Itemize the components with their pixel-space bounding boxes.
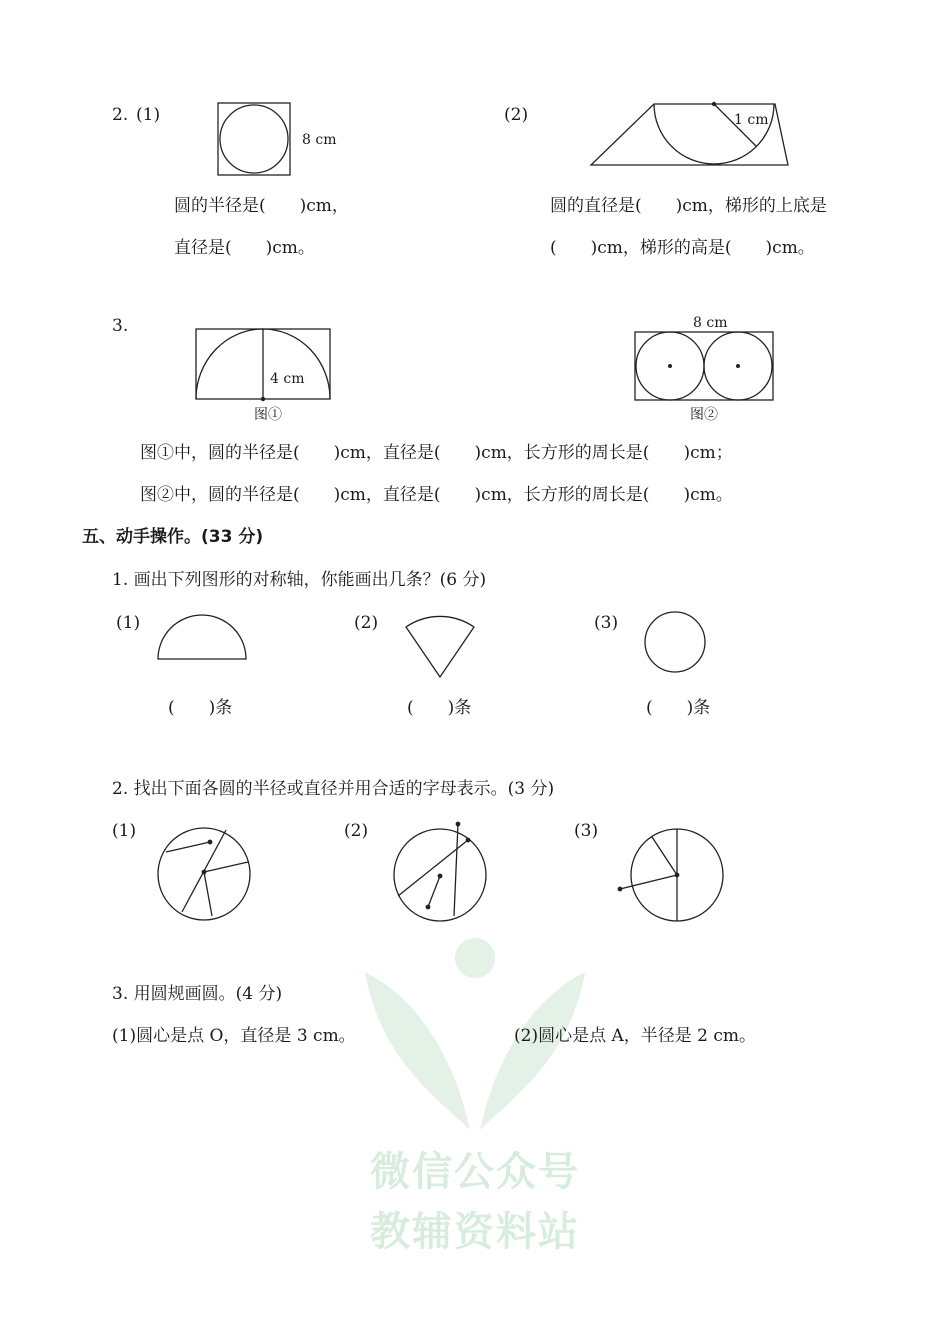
s5-q3-part2: (2)圆心是点 A，半径是 2 cm。 xyxy=(514,1026,757,1046)
q3-line2: 图②中，圆的半径是( )cm，直径是( )cm，长方形的周长是( )cm。 xyxy=(140,485,733,505)
q2-part2-line2: ( )cm，梯形的高是( )cm。 xyxy=(550,238,815,258)
q3-figure2-caption: 图② xyxy=(690,407,718,423)
section5-heading: 五、动手操作。(33 分) xyxy=(82,527,264,547)
circle-shape xyxy=(642,609,708,675)
q2-part2-label: (2) xyxy=(504,105,529,125)
s5-q2-text: 2. 找出下面各圆的半径或直径并用合适的字母表示。(3 分) xyxy=(112,779,555,799)
watermark-line-1: 微信公众号 xyxy=(370,1149,580,1195)
circle-with-segments-1 xyxy=(154,824,254,924)
q2-trapezoid-semicircle-figure xyxy=(588,100,798,170)
s5-q3-part1: (1)圆心是点 O，直径是 3 cm。 xyxy=(112,1026,356,1046)
q2-radius-dimension: 1 cm xyxy=(734,112,769,128)
q3-figure2-two-circles-rectangle xyxy=(633,330,777,402)
watermark-line-2: 教辅资料站 xyxy=(370,1209,580,1255)
q2-number: 2. xyxy=(112,105,129,125)
q2-part2-line1: 圆的直径是( )cm，梯形的上底是 xyxy=(550,196,827,216)
sector-shape xyxy=(402,612,482,682)
s5-q2-label-1: (1) xyxy=(112,821,137,841)
s5-q1-label-3: (3) xyxy=(594,613,619,633)
s5-q3-text: 3. 用圆规画圆。(4 分) xyxy=(112,984,283,1004)
s5-q1-label-1: (1) xyxy=(116,613,141,633)
q2-square-circle-figure xyxy=(216,101,296,181)
q2-part1-label: (1) xyxy=(136,105,161,125)
q2-part1-line2: 直径是( )cm。 xyxy=(174,238,315,258)
s5-q1-answer-2: ( )条 xyxy=(407,698,472,718)
semicircle-shape xyxy=(156,613,251,663)
s5-q1-label-2: (2) xyxy=(354,613,379,633)
q2-part1-line1: 圆的半径是( )cm， xyxy=(174,196,349,216)
circle-with-segments-3 xyxy=(614,825,744,925)
s5-q2-label-2: (2) xyxy=(344,821,369,841)
s5-q1-answer-3: ( )条 xyxy=(646,698,711,718)
q3-line1: 图①中，圆的半径是( )cm，直径是( )cm，长方形的周长是( )cm； xyxy=(140,443,733,463)
q3-figure2-dimension: 8 cm xyxy=(693,315,728,331)
q3-figure1-semicircle-rectangle xyxy=(194,327,334,402)
q3-figure1-caption: 图① xyxy=(254,407,282,423)
s5-q1-text: 1. 画出下列图形的对称轴，你能画出几条？(6 分) xyxy=(112,570,487,590)
q2-square-dimension: 8 cm xyxy=(302,132,337,148)
circle-with-segments-2 xyxy=(390,816,490,926)
q3-number: 3. xyxy=(112,316,129,336)
s5-q2-label-3: (3) xyxy=(574,821,599,841)
q3-figure1-dimension: 4 cm xyxy=(270,371,305,387)
s5-q1-answer-1: ( )条 xyxy=(168,698,233,718)
